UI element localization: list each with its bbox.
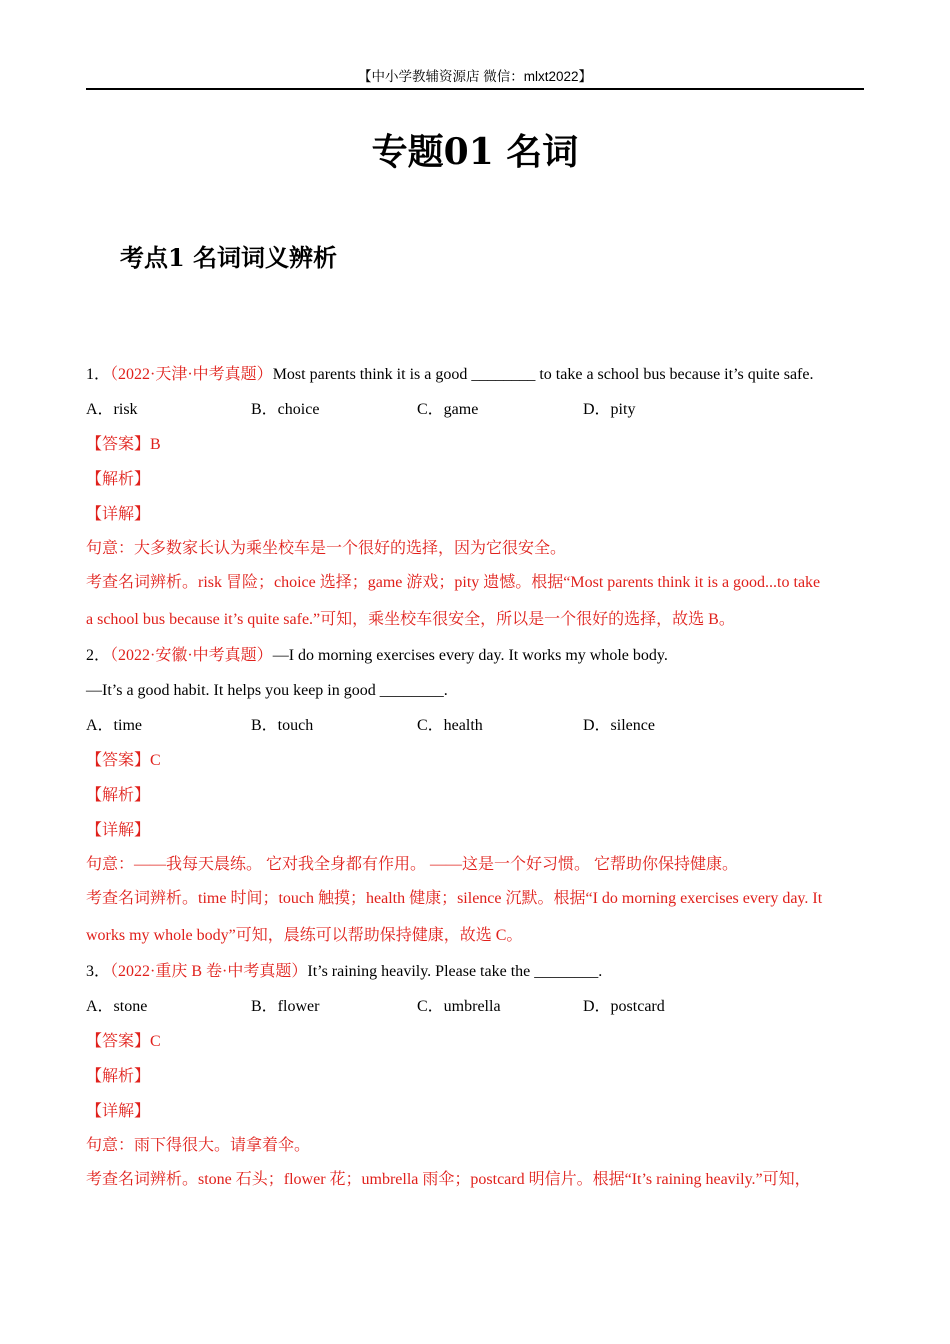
- analysis-label: 【解析】: [86, 471, 151, 488]
- answer-label: 【答案】C: [86, 1033, 161, 1050]
- option-a: A．stone: [86, 998, 148, 1015]
- detail-label: 【详解】: [86, 506, 151, 523]
- detail-label: 【详解】: [86, 1103, 151, 1120]
- explanation-line-1: 考查名词辨析。time 时间；touch 触摸；health 健康；silence 沉默。根据“I do morning exercises every day. It: [86, 890, 823, 907]
- explanation-line-2: works my whole body”可知，晨练可以帮助保持健康，故选 C。: [86, 927, 523, 944]
- question-source: （2022·天津·中考真题）: [110, 366, 273, 383]
- explanation-line-1: 考查名词辨析。risk 冒险；choice 选择；game 游戏；pity 遗憾。根据“Most parents think it is a good...to take: [86, 574, 821, 591]
- option-c: C．umbrella: [417, 998, 501, 1015]
- sentence-meaning: 句意：——我每天晨练。 它对我全身都有作用。 ——这是一个好习惯。 它帮助你保持健康。: [86, 856, 739, 873]
- sentence-meaning: 句意：雨下得很大。请拿着伞。: [86, 1137, 311, 1154]
- option-a: A．time: [86, 717, 142, 734]
- explanation-line-2: a school bus because it’s quite safe.”可知，乘坐校车很安全，所以是一个很好的选择，故选 B。: [86, 611, 735, 628]
- option-c: C．game: [417, 401, 479, 418]
- question-source: （2022·重庆 B 卷·中考真题）: [110, 963, 308, 980]
- analysis-label: 【解析】: [86, 1068, 151, 1085]
- option-d: D．postcard: [583, 998, 665, 1015]
- option-c: C．health: [417, 717, 483, 734]
- page-header: 【中小学教辅资源店 微信：mlxt2022】: [86, 66, 864, 90]
- option-d: D．silence: [583, 717, 655, 734]
- question-1-stem: [86, 364, 876, 386]
- question-2-stem: [86, 645, 876, 667]
- question-3-stem: [86, 961, 876, 983]
- question-source: （2022·安徽·中考真题）: [110, 647, 273, 664]
- question-3-options: [86, 996, 876, 1018]
- option-d: D．pity: [583, 401, 636, 418]
- page-title: 专题01 名词: [371, 131, 579, 173]
- answer-label: 【答案】C: [86, 752, 161, 769]
- option-b: B．flower: [251, 998, 320, 1015]
- question-number: 1．: [86, 366, 111, 383]
- question-text: —I do morning exercises every day. It works my whole body.: [272, 647, 668, 664]
- question-1-options: [86, 399, 876, 421]
- question-text: It’s raining heavily. Please take the ________.: [307, 963, 603, 980]
- question-2-options: [86, 715, 876, 737]
- explanation-line-1: 考查名词辨析。stone 石头；flower 花；umbrella 雨伞；postcard 明信片。根据“It’s raining heavily.”可知，: [86, 1171, 811, 1188]
- option-b: B．touch: [251, 717, 314, 734]
- question-number: 2．: [86, 647, 111, 664]
- answer-label: 【答案】B: [86, 436, 161, 453]
- question-text: Most parents think it is a good ________ to take a school bus because it’s quite safe.: [272, 366, 814, 383]
- detail-label: 【详解】: [86, 822, 151, 839]
- section-heading: 考点1 名词词义辨析: [120, 243, 338, 272]
- question-number: 3．: [86, 963, 111, 980]
- option-a: A．risk: [86, 401, 138, 418]
- sentence-meaning: 句意：大多数家长认为乘坐校车是一个很好的选择，因为它很安全。: [86, 540, 567, 557]
- option-b: B．choice: [251, 401, 320, 418]
- question-2-stem-line-2: —It’s a good habit. It helps you keep in good ________.: [86, 682, 448, 699]
- analysis-label: 【解析】: [86, 787, 151, 804]
